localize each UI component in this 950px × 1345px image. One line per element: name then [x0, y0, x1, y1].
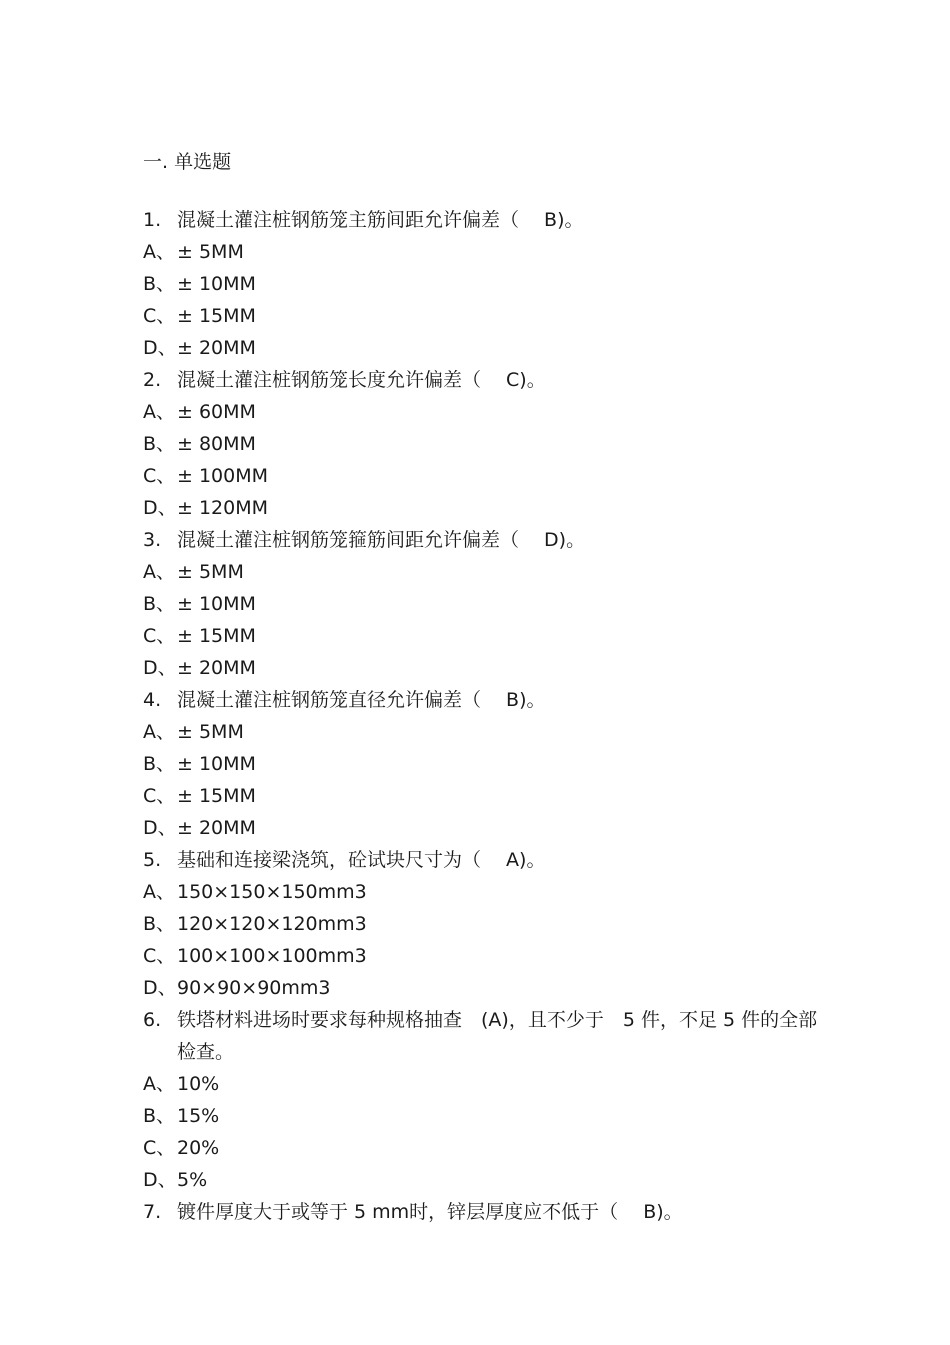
question-6	[143, 1004, 823, 1068]
option-label: B、	[143, 913, 176, 935]
question-text: 铁塔材料进场时要求每种规格抽查 (A)，且不少于 5 件，不足 5 件的全部检查。	[177, 1009, 818, 1063]
option-3-b	[143, 588, 823, 620]
option-5-d	[143, 972, 823, 1004]
option-6-d	[143, 1164, 823, 1196]
option-text: ± 20MM	[177, 817, 256, 839]
option-label: A、	[143, 401, 175, 423]
option-text: ± 15MM	[177, 625, 256, 647]
question-list	[143, 204, 823, 1228]
question-text: 镀件厚度大于或等于 5 mm时，锌层厚度应不低于（ B)。	[177, 1201, 683, 1223]
question-7	[143, 1196, 823, 1228]
option-label: C、	[143, 625, 176, 647]
option-label: D、	[143, 977, 177, 999]
option-text: ± 10MM	[177, 593, 256, 615]
question-number: 1.	[143, 209, 162, 231]
option-3-d	[143, 652, 823, 684]
option-6-b	[143, 1100, 823, 1132]
question-text: 混凝土灌注桩钢筋笼长度允许偏差（ C)。	[177, 369, 546, 391]
question-text: 混凝土灌注桩钢筋笼直径允许偏差（ B)。	[177, 689, 546, 711]
option-label: A、	[143, 721, 175, 743]
option-label: B、	[143, 433, 176, 455]
question-5	[143, 844, 823, 876]
question-number: 3.	[143, 529, 162, 551]
option-text: 20%	[177, 1137, 220, 1159]
option-text: ± 5MM	[177, 241, 244, 263]
option-2-b	[143, 428, 823, 460]
option-text: 120×120×120mm3	[177, 913, 367, 935]
option-4-b	[143, 748, 823, 780]
option-label: B、	[143, 593, 176, 615]
option-text: ± 15MM	[177, 785, 256, 807]
question-text: 混凝土灌注桩钢筋笼箍筋间距允许偏差（ D)。	[177, 529, 586, 551]
option-text: ± 60MM	[177, 401, 256, 423]
option-label: D、	[143, 1169, 177, 1191]
option-text: 90×90×90mm3	[177, 977, 331, 999]
option-label: B、	[143, 1105, 176, 1127]
option-text: ± 20MM	[177, 657, 256, 679]
question-number: 6.	[143, 1009, 162, 1031]
option-label: C、	[143, 945, 176, 967]
option-label: D、	[143, 817, 177, 839]
option-text: ± 5MM	[177, 561, 244, 583]
option-4-d	[143, 812, 823, 844]
option-4-c	[143, 780, 823, 812]
option-text: ± 20MM	[177, 337, 256, 359]
option-1-c	[143, 300, 823, 332]
option-label: A、	[143, 1073, 175, 1095]
question-3	[143, 524, 823, 556]
option-label: A、	[143, 561, 175, 583]
option-label: A、	[143, 881, 175, 903]
option-label: C、	[143, 785, 176, 807]
option-text: ± 80MM	[177, 433, 256, 455]
option-label: A、	[143, 241, 175, 263]
option-3-c	[143, 620, 823, 652]
option-label: B、	[143, 753, 176, 775]
option-label: C、	[143, 465, 176, 487]
option-1-d	[143, 332, 823, 364]
option-label: B、	[143, 273, 176, 295]
option-text: 15%	[177, 1105, 220, 1127]
option-5-b	[143, 908, 823, 940]
section-title: 一. 单选题	[143, 151, 232, 173]
option-text: 10%	[177, 1073, 220, 1095]
question-number: 4.	[143, 689, 162, 711]
option-4-a	[143, 716, 823, 748]
option-text: ± 100MM	[177, 465, 269, 487]
option-3-a	[143, 556, 823, 588]
question-number: 7.	[143, 1201, 162, 1223]
question-4	[143, 684, 823, 716]
option-text: ± 10MM	[177, 273, 256, 295]
option-6-a	[143, 1068, 823, 1100]
option-label: D、	[143, 657, 177, 679]
option-text: 100×100×100mm3	[177, 945, 367, 967]
option-2-d	[143, 492, 823, 524]
option-text: ± 120MM	[177, 497, 269, 519]
question-1	[143, 204, 823, 236]
option-2-c	[143, 460, 823, 492]
question-2	[143, 364, 823, 396]
option-label: D、	[143, 337, 177, 359]
option-5-a	[143, 876, 823, 908]
option-label: D、	[143, 497, 177, 519]
option-1-b	[143, 268, 823, 300]
option-text: 5%	[177, 1169, 208, 1191]
option-text: ± 10MM	[177, 753, 256, 775]
option-2-a	[143, 396, 823, 428]
question-number: 5.	[143, 849, 162, 871]
question-number: 2.	[143, 369, 162, 391]
option-text: 150×150×150mm3	[177, 881, 367, 903]
option-5-c	[143, 940, 823, 972]
option-label: C、	[143, 1137, 176, 1159]
option-1-a	[143, 236, 823, 268]
option-text: ± 15MM	[177, 305, 256, 327]
question-text: 混凝土灌注桩钢筋笼主筋间距允许偏差（ B)。	[177, 209, 584, 231]
question-text: 基础和连接梁浇筑，砼试块尺寸为（ A)。	[177, 849, 546, 871]
option-text: ± 5MM	[177, 721, 244, 743]
option-label: C、	[143, 305, 176, 327]
option-6-c	[143, 1132, 823, 1164]
